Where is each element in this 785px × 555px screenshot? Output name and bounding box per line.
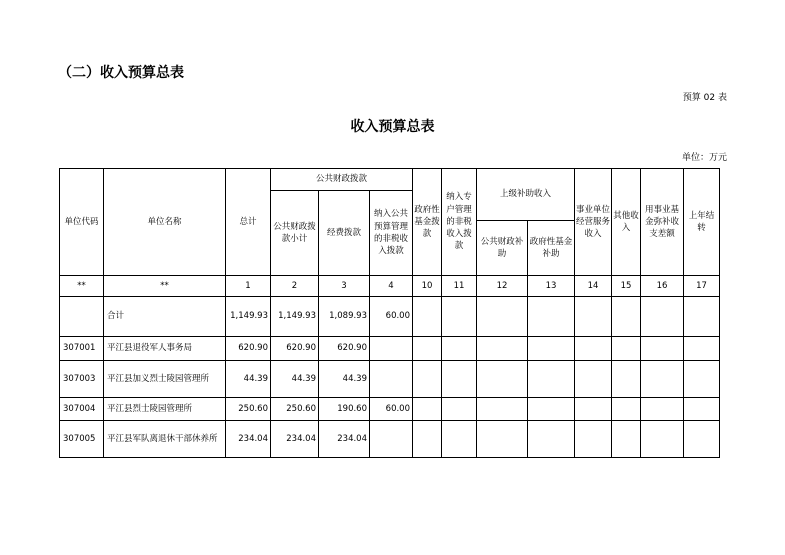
table-row <box>60 297 720 337</box>
index-cell: 15 <box>612 276 641 297</box>
header-upper-gov: 政府性基金补助 <box>528 221 575 276</box>
regular-value: 620.90 <box>319 337 370 361</box>
header-business: 事业单位经营服务收入 <box>575 169 612 276</box>
table-row <box>60 361 720 398</box>
index-cell: 1 <box>226 276 271 297</box>
index-cell: 3 <box>319 276 370 297</box>
index-cell: 11 <box>442 276 477 297</box>
unit-name: 平江县军队离退休干部休养所 <box>104 421 226 458</box>
unit-name: 合计 <box>104 297 226 337</box>
unit-code: 307004 <box>60 398 104 421</box>
index-cell: ** <box>60 276 104 297</box>
index-cell: 10 <box>413 276 442 297</box>
unit-name: 平江县加义烈士陵园管理所 <box>104 361 226 398</box>
header-upper-public: 公共财政补助 <box>477 221 528 276</box>
public-subtotal-value: 250.60 <box>271 398 319 421</box>
public-subtotal-value: 44.39 <box>271 361 319 398</box>
index-cell: ** <box>104 276 226 297</box>
regular-value: 234.04 <box>319 421 370 458</box>
total-value: 250.60 <box>226 398 271 421</box>
header-public-subtotal: 公共财政拨款小计 <box>271 191 319 276</box>
header-public-group: 公共财政拨款 <box>271 169 413 191</box>
public-subtotal-value: 234.04 <box>271 421 319 458</box>
table-row <box>60 337 720 361</box>
nontax-value: 60.00 <box>370 297 413 337</box>
table-row <box>60 398 720 421</box>
index-cell: 4 <box>370 276 413 297</box>
index-cell: 13 <box>528 276 575 297</box>
header-nontax: 纳入公共预算管理的非税收入拨款 <box>370 191 413 276</box>
index-cell: 17 <box>684 276 720 297</box>
total-value: 44.39 <box>226 361 271 398</box>
nontax-value <box>370 421 413 458</box>
public-subtotal-value: 620.90 <box>271 337 319 361</box>
unit-code: 307003 <box>60 361 104 398</box>
unit-code: 307001 <box>60 337 104 361</box>
unit-label: 单位：万元 <box>681 153 727 163</box>
header-carryover: 上年结转 <box>684 169 720 276</box>
total-value: 234.04 <box>226 421 271 458</box>
header-regular: 经费拨款 <box>319 191 370 276</box>
header-name: 单位名称 <box>104 169 226 276</box>
header-gov-fund: 政府性基金拨款 <box>413 169 442 276</box>
total-value: 620.90 <box>226 337 271 361</box>
nontax-value <box>370 361 413 398</box>
nontax-value <box>370 337 413 361</box>
regular-value: 1,089.93 <box>319 297 370 337</box>
total-value: 1,149.93 <box>226 297 271 337</box>
nontax-value: 60.00 <box>370 398 413 421</box>
index-cell: 14 <box>575 276 612 297</box>
form-number: 预算 02 表 <box>682 93 727 103</box>
public-subtotal-value: 1,149.93 <box>271 297 319 337</box>
header-surplus: 用事业基金弥补收支差额 <box>641 169 684 276</box>
header-row-1 <box>60 169 720 191</box>
unit-name: 平江县烈士陵园管理所 <box>104 398 226 421</box>
unit-code: 307005 <box>60 421 104 458</box>
regular-value: 190.60 <box>319 398 370 421</box>
index-row <box>60 276 720 297</box>
header-code: 单位代码 <box>60 169 104 276</box>
section-title: （二）收入预算总表 <box>58 65 184 81</box>
page-title: 收入预算总表 <box>350 119 435 135</box>
header-special-nontax: 纳入专户管理的非税收入拨款 <box>442 169 477 276</box>
table-row <box>60 421 720 458</box>
header-other: 其他收入 <box>612 169 641 276</box>
index-cell: 16 <box>641 276 684 297</box>
header-total: 总计 <box>226 169 271 276</box>
index-cell: 2 <box>271 276 319 297</box>
header-upper-group: 上级补助收入 <box>477 169 575 221</box>
unit-code <box>60 297 104 337</box>
regular-value: 44.39 <box>319 361 370 398</box>
unit-name: 平江县退役军人事务局 <box>104 337 226 361</box>
index-cell: 12 <box>477 276 528 297</box>
budget-table <box>59 168 720 458</box>
